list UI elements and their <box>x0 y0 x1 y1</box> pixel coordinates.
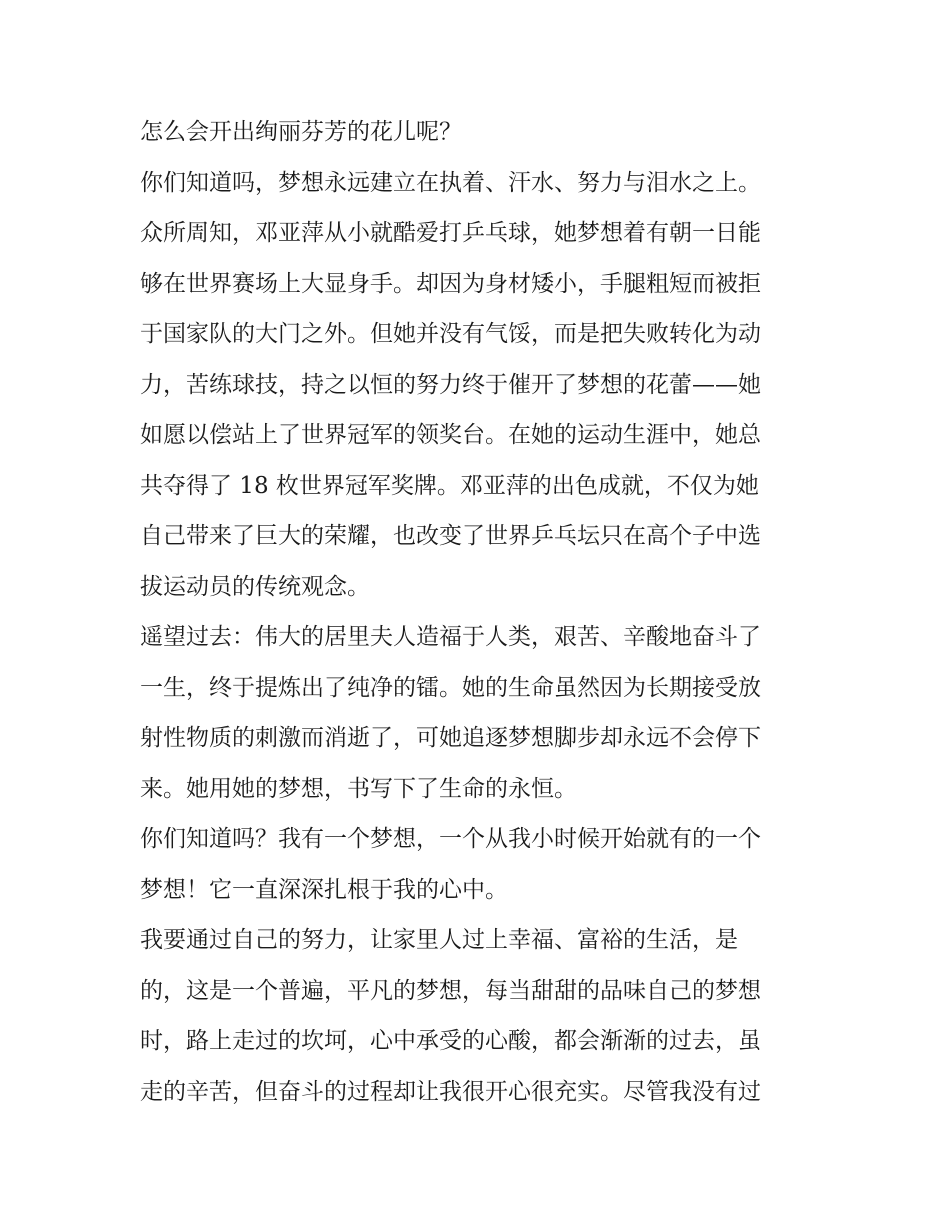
text-line: 来。她用她的梦想，书写下了生命的永恒。 <box>140 775 577 802</box>
text-line: 够在世界赛场上大显身手。却因为身材矮小，手腿粗短而被拒 <box>140 270 761 297</box>
text-line: 时，路上走过的坎坷，心中承受的心酸，都会渐渐的过去，虽 <box>140 1028 761 1054</box>
text-line: 你们知道吗？我有一个梦想，一个从我小时候开始就有的一个 <box>140 826 761 852</box>
text-line: 自己带来了巨大的荣耀，也改变了世界乒乓坛只在高个子中选 <box>140 523 761 549</box>
text-line: 遥望过去：伟大的居里夫人造福于人类，艰苦、辛酸地奋斗了 <box>140 624 761 650</box>
text-line: 射性物质的刺激而消逝了，可她追逐梦想脚步却永远不会停下 <box>140 725 761 751</box>
body-text <box>140 107 820 1117</box>
text-line: 怎么会开出绚丽芬芳的花儿呢？ <box>140 119 462 145</box>
text-line: 走的辛苦，但奋斗的过程却让我很开心很充实。尽管我没有过 <box>140 1078 761 1105</box>
text-line: 众所周知，邓亚萍从小就酷爱打乒乓球，她梦想着有朝一日能 <box>140 220 761 246</box>
text-line: 如愿以偿站上了世界冠军的领奖台。在她的运动生涯中，她总 <box>140 422 761 448</box>
text-line: 力，苦练球技，持之以恒的努力终于催开了梦想的花蕾——她 <box>140 371 761 398</box>
text-line: 一生，终于提炼出了纯净的镭。她的生命虽然因为长期接受放 <box>140 674 761 701</box>
text-line: 我要通过自己的努力，让家里人过上幸福、富裕的生活，是 <box>140 927 738 953</box>
text-line: 于国家队的大门之外。但她并没有气馁，而是把失败转化为动 <box>140 321 761 347</box>
text-line: 你们知道吗，梦想永远建立在执着、汗水、努力与泪水之上。 <box>140 169 761 196</box>
text-line: 梦想！它一直深深扎根于我的心中。 <box>140 876 508 903</box>
text-line: 拔运动员的传统观念。 <box>140 573 370 600</box>
text-line: 的，这是一个普遍，平凡的梦想，每当甜甜的品味自己的梦想 <box>140 977 761 1004</box>
text-line: 共夺得了 18 枚世界冠军奖牌。邓亚萍的出色成就，不仅为她 <box>140 472 759 499</box>
